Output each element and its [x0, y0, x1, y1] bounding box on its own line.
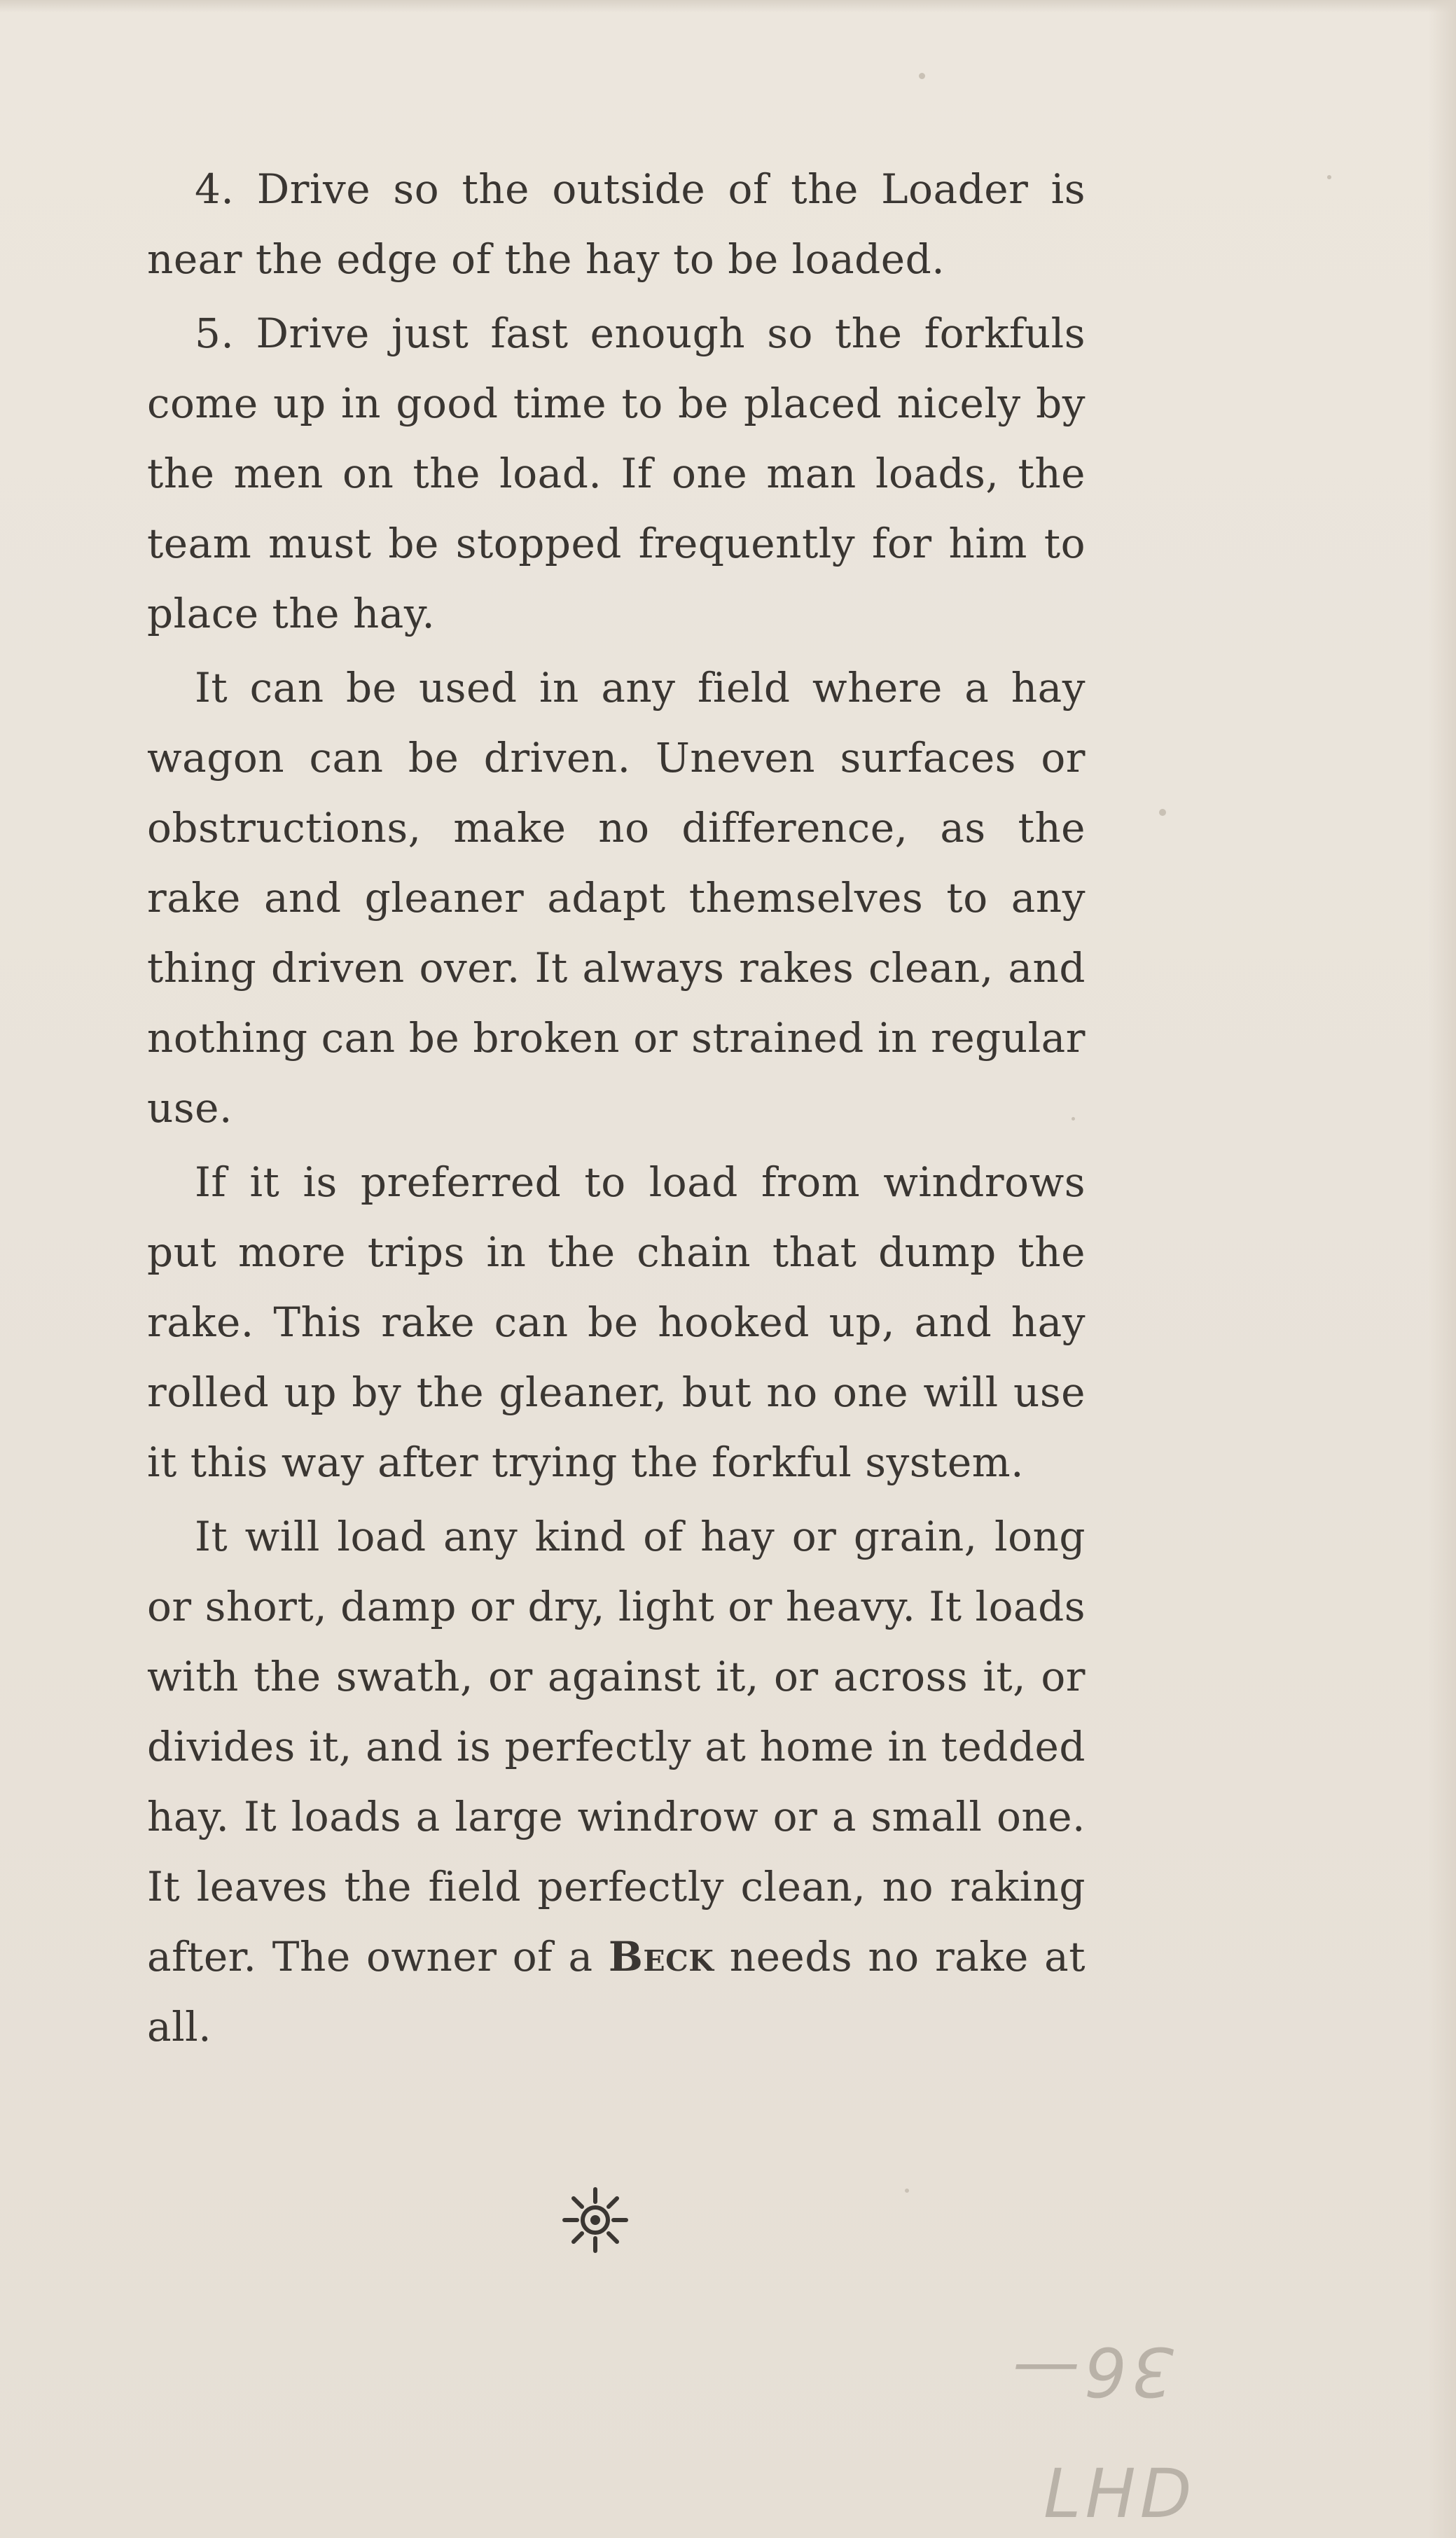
- paragraph: 4. Drive so the outside of the Loader is near the edge of the hay to be loaded.: [147, 165, 1086, 283]
- pencil-initials: LHD: [1044, 2455, 1196, 2533]
- paper-speck: [1159, 809, 1166, 816]
- paragraph: It can be used in any field where a hay wagon can be driven. Uneven surfaces or obstructions, make no difference, as the rake and gleaner adapt themselves to any thing driven over. It always rakes clean, and nothing can be broken or strained in regular use.: [147, 664, 1086, 1132]
- paragraph-last: [147, 1502, 1086, 2062]
- paragraph-last-text-after: needs no rake at all.: [147, 1933, 1086, 2051]
- paper-top-edge: [0, 0, 1456, 13]
- pencil-page-number: 36—: [1008, 2332, 1174, 2411]
- paragraph: 5. Drive just fast enough so the forkfuls come up in good time to be placed nicely by the men on the load. If one man loads, the team must be stopped frequently for him to place the hay.: [147, 310, 1086, 637]
- paper-speck: [1327, 175, 1331, 179]
- paragraph: If it is preferred to load from windrows put more trips in the chain that dump the rake. This rake can be hooked up, and hay rolled up by the gleaner, but no one will use it this way after trying the forkful system.: [147, 1158, 1086, 1486]
- paper-speck: [905, 2189, 909, 2193]
- brand-name: Beck: [608, 1933, 714, 1981]
- paragraph-last-text-before: It will load any kind of hay or grain, long or short, damp or dry, light or heavy. It loads with the swath, or against it, or across it, or divides it, and is perfectly at home in tedded hay. It loads a large windrow or a small one. It leaves the field perfectly clean, no raking after. The owner of a: [147, 1513, 1086, 1981]
- paper-right-edge: [1428, 0, 1456, 2538]
- body-text: [147, 154, 1086, 2066]
- paper-speck: [919, 73, 925, 79]
- decorative-sun-ornament-icon: [560, 2185, 630, 2255]
